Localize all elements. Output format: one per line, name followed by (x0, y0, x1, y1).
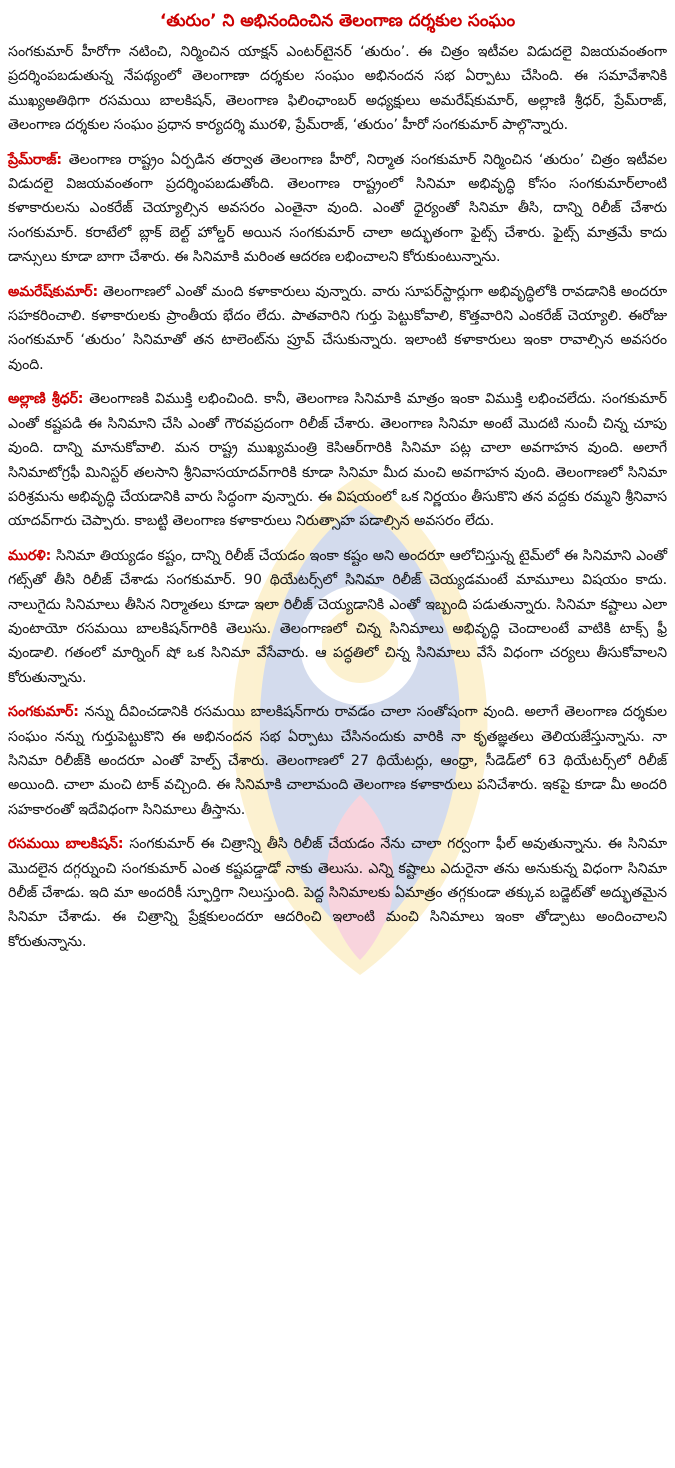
paragraph-text: సంగకుమార్ హీరోగా నటించి, నిర్మించిన యాక్షన్ ఎంటర్‌టైనర్ ‘తురుం’. ఈ చిత్రం ఇటీవల విడుదలై విజయవంతంగా ప్రదర్శింపబడుతున్న నేపథ్యంలో తెలంగాణా దర్శకుల సంఘం అభినందన సభ ఏర్పాటు చేసింది. ఈ సమావేశానికి ముఖ్యఅతిథిగా రసమయి బాలకిషన్, తెలంగాణ ఫిలింఛాంబర్ అధ్యక్షులు అమరేష్‌కుమార్, అల్లాణి శ్రీధర్, ప్రేమ్‌రాజ్, తెలంగాణ దర్శకుల సంఘం ప్రధాన కార్యదర్శి మురళి, ప్రేమ్‌రాజ్, ‘తురుం’ హీరో సంగకుమార్ పాల్గొన్నారు. (8, 44, 667, 134)
speaker-name: ప్రేమ్‌రాజ్: (8, 151, 62, 168)
paragraph-text: తెలంగాణలో ఎంతో మంది కళాకారులు వున్నారు. వారు సూపర్‌స్టార్లుగా అభివృద్ధిలోకి రావడానికి అందరూ సహకరించాలి. కళాకారులకు ప్రాంతీయ భేదం లేదు. పాతవారిని గుర్తు పెట్టుకోవాలి, కొత్తవారిని ఎంకరేజ్ చెయ్యాలి. ఈరోజు సంగకుమార్ ‘తురుం’ సినిమాతో తన టాలెంట్‌ను ప్రూవ్ చేసుకున్నారు. ఇలాంటి కళాకారులు ఇంకా రావాల్సిన అవసరం వుంది. (8, 283, 667, 373)
article-title: ‘తురుం’ ని అభినందించిన తెలంగాణ దర్శకుల సంఘం (159, 11, 516, 31)
paragraph-amareshkumar (8, 280, 667, 378)
speaker-name: రసమయి బాలకిషన్: (8, 836, 124, 853)
paragraph-text: సినిమా తియ్యడం కష్టం, దాన్ని రిలీజ్ చేయడం ఇంకా కష్టం అని అందరూ ఆలోచిస్తున్న టైమ్‌లో ఈ సినిమాని ఎంతో గట్స్‌తో తీసి రిలీజ్ చేశాడు సంగకుమార్. 90 థియేటర్స్‌లో సినిమా రిలీజ్ చెయ్యడమంటే మామూలు విషయం కాదు. నాలుగైదు సినిమాలు తీసిన నిర్మాతలు కూడా ఇలా రిలీజ్ చెయ్యడానికి ఎంతో ఇబ్బంది పడుతున్నారు. సినిమా కష్టాలు ఎలా వుంటాయో రసమయి బాలకిషన్‌గారికి తెలుసు. తెలంగాణలో చిన్న సినిమాలు అభివృద్ధి చెందాలంటే వాటికి టాక్స్ ఫ్రీ వుండాలి. గతంలో మార్నింగ్ షో ఒక సినిమా వేసేవారు. ఆ పద్ధతిలో చిన్న సినిమాలు వేసే విధంగా చర్యలు తీసుకోవాలని కోరుతున్నాను. (8, 547, 667, 686)
paragraph-text: తెలంగాణ రాష్ట్రం ఏర్పడిన తర్వాత తెలంగాణ హీరో, నిర్మాత సంగకుమార్ నిర్మించిన ‘తురుం’ చిత్రం ఇటీవల విడుదలై విజయవంతంగా ప్రదర్శింపబడుతోంది. తెలంగాణ రాష్ట్రంలో సినిమా అభివృద్ధి కోసం సంగకుమార్‌లాంటి కళాకారులను ఎంకరేజ్ చెయ్యాల్సిన అవసరం ఎంతైనా వుంది. ఎంతో ధైర్యంతో సినిమా తీసి, దాన్ని రిలీజ్ చేశారు సంగకుమార్. కరాటేలో బ్లాక్ బెల్ట్ హోల్డర్ అయిన సంగకుమార్ చాలా అద్భుతంగా ఫైట్స్ చేశారు. ఫైట్స్ మాత్రమే కాదు డాన్సులు కూడా బాగా చేశారు. ఈ సినిమాకి మరింత ఆదరణ లభించాలని కోరుకుంటున్నాను. (8, 151, 667, 266)
paragraph-text: నన్ను దీవించడానికి రసమయి బాలకిషన్‌గారు రావడం చాలా సంతోషంగా వుంది. అలాగే తెలంగాణ దర్శకుల సంఘం నన్ను గుర్తుపెట్టుకొని ఈ అభినందన సభ ఏర్పాటు చేసినందుకు వారికి నా కృతజ్ఞతలు తెలియజేస్తున్నాను. నా సినిమా రిలీజ్‌కి అందరూ ఎంతో హెల్ప్ చేశారు. తెలంగాణలో 27 థియేటర్లు, ఆంధ్రా, సీడెడ్‌లో 63 థియేటర్స్‌లో రిలీజ్ అయింది. చాలా మంచి టాక్ వచ్చింది. ఈ సినిమాకి చాలామంది తెలంగాణ కళాకారులు పనిచేశారు. ఇకపై కూడా మీ అందరి సహకారంతో ఇదేవిధంగా సినిమాలు తీస్తాను. (8, 704, 667, 818)
paragraph-premraj (8, 148, 667, 270)
paragraph-sangakumar (8, 700, 667, 822)
paragraph-intro (8, 40, 667, 138)
speaker-name: అమరేష్‌కుమార్: (8, 283, 99, 300)
paragraph-text: తెలంగాణకి విముక్తి లభించింది. కానీ, తెలంగాణ సినిమాకి మాత్రం ఇంకా విముక్తి లభించలేదు. సంగకుమార్ ఎంతో కష్టపడి ఈ సినిమాని చేసి ఎంతో గౌరవప్రదంగా రిలీజ్ చేశారు. తెలంగాణ సినిమా అంటే మొదటి నుంచీ చిన్న చూపు వుంది. దాన్ని మానుకోవాలి. మన రాష్ట్ర ముఖ్యమంత్రి కెసిఆర్‌గారికి సినిమా పట్ల చాలా అవగాహన వుంది. అలాగే సినిమాటోగ్రఫీ మినిస్టర్ తలసాని శ్రీనివాసయాదవ్‌గారికి కూడా సినిమా మీద మంచి అవగాహన వుంది. తెలంగాణలో సినిమా పరిశ్రమను అభివృద్ధి చేయడానికి వారు సిద్ధంగా వున్నారు. ఈ విషయంలో ఒక నిర్ణయం తీసుకొని తన వద్దకు రమ్మని శ్రీనివాస యాదవ్‌గారు చెప్పారు. కాబట్టి తెలంగాణ కళాకారులు నిరుత్సాహ పడాల్సిన అవసరం లేదు. (8, 391, 667, 530)
speaker-name: మురళి: (8, 547, 52, 564)
paragraph-rasamayi-balakishan (8, 832, 667, 954)
paragraph-text: సంగకుమార్ ఈ చిత్రాన్ని తీసి రిలీజ్ చేయడం నేను చాలా గర్వంగా ఫీల్ అవుతున్నాను. ఈ సినిమా మొదలైన దగ్గర్నుంచి సంగకుమార్ ఎంత కష్టపడ్డాడో నాకు తెలుసు. ఎన్ని కష్టాలు ఎదురైనా తను అనుకున్న విధంగా సినిమా రిలీజ్ చేశాడు. ఇది మా అందరికీ స్ఫూర్తిగా నిలుస్తుంది. పెద్ద సినిమాలకు ఏమాత్రం తగ్గకుండా తక్కువ బడ్జెట్‌తో అద్భుతమైన సినిమా చేశాడు. ఈ చిత్రాన్ని ప్రేక్షకులందరూ ఆదరించి ఇలాంటి మంచి సినిమాలు ఇంకా తోడ్పాటు అందించాలని కోరుతున్నాను. (8, 836, 667, 950)
paragraph-allani-sridhar (8, 387, 667, 533)
speaker-name: అల్లాణి శ్రీధర్: (8, 391, 84, 408)
paragraph-murali (8, 544, 667, 690)
speaker-name: సంగకుమార్: (8, 704, 79, 721)
